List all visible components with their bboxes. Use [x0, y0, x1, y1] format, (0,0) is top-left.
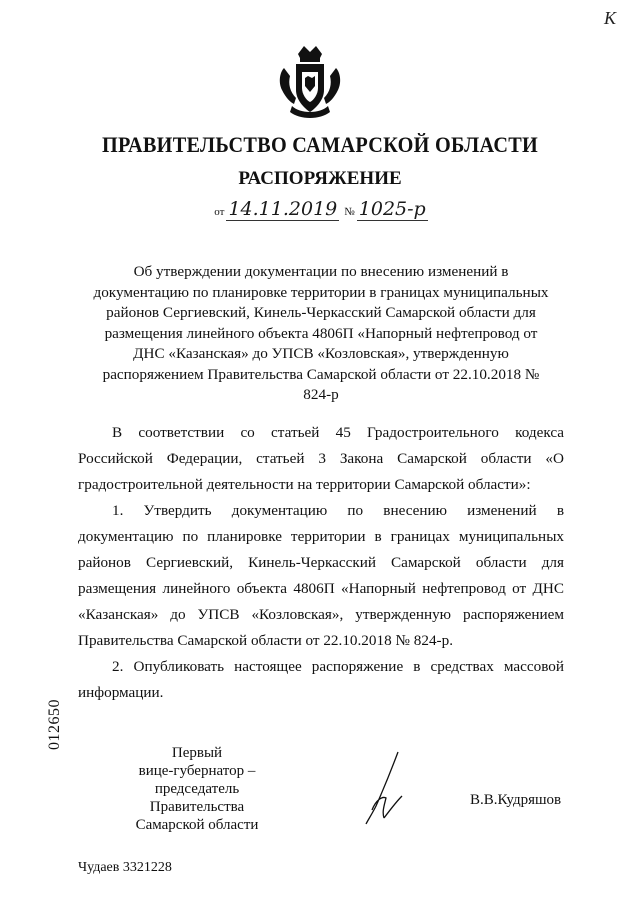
- document-date: 14.11.2019: [228, 198, 338, 220]
- signatory-name: В.В.Кудряшов: [470, 792, 562, 808]
- coat-of-arms-icon: [278, 42, 342, 122]
- body-item-1: 1. Утвердить документацию по внесению изменений в документацию по планировке территории в границах муниципальных районов Сергиевский, Кинель-Черкасский Самарской области для размещения линейного объекта 4806П «Напорный нефтепровод от ДНС «Казанская» до УПСВ «Козловская», утвержденную распоряжением Правительства Самарской области от 22.10.2018 № 824-р.: [78, 502, 564, 649]
- date-number-line: [0, 198, 640, 220]
- position-line: Самарской области: [135, 817, 259, 833]
- corner-handwritten-mark: К: [604, 8, 616, 28]
- document-type: РАСПОРЯЖЕНИЕ: [238, 168, 402, 189]
- organization-title: ПРАВИТЕЛЬСТВО САМАРСКОЙ ОБЛАСТИ: [101, 132, 539, 157]
- body-preamble: В соответствии со статьей 45 Градостроительного кодекса Российской Федерации, статьей 3 Закона Самарской области «О градостроительной деятельности на территории Самарской области»:: [78, 424, 564, 493]
- document-subject-title: Об утверждении документации по внесению изменений в документацию по планировке территории в границах муниципальных районов Сергиевский, Кинель-Черкасский Самарской области для размещения линейного объекта 4806П «Напорный нефтепровод от ДНС «Казанская» до УПСВ «Козловская», утвержденную распоряжением Правительства Самарской области от 22.10.2018 № 824-р: [93, 263, 549, 403]
- number-prefix: №: [344, 206, 355, 218]
- signatory-position: [112, 744, 282, 834]
- position-line: вице-губернатор –: [138, 763, 256, 779]
- document-body: [78, 420, 564, 706]
- side-registration-number: 012650: [46, 699, 63, 750]
- body-item-2: 2. Опубликовать настоящее распоряжение в средствах массовой информации.: [78, 658, 564, 701]
- document-number: 1025-р: [358, 198, 426, 220]
- position-line: Первый: [171, 745, 223, 761]
- date-prefix: от: [214, 206, 225, 218]
- position-line: председатель Правительства: [149, 781, 245, 815]
- handwritten-signature: [362, 748, 412, 828]
- executor-contact: Чудаев 3321228: [78, 860, 172, 875]
